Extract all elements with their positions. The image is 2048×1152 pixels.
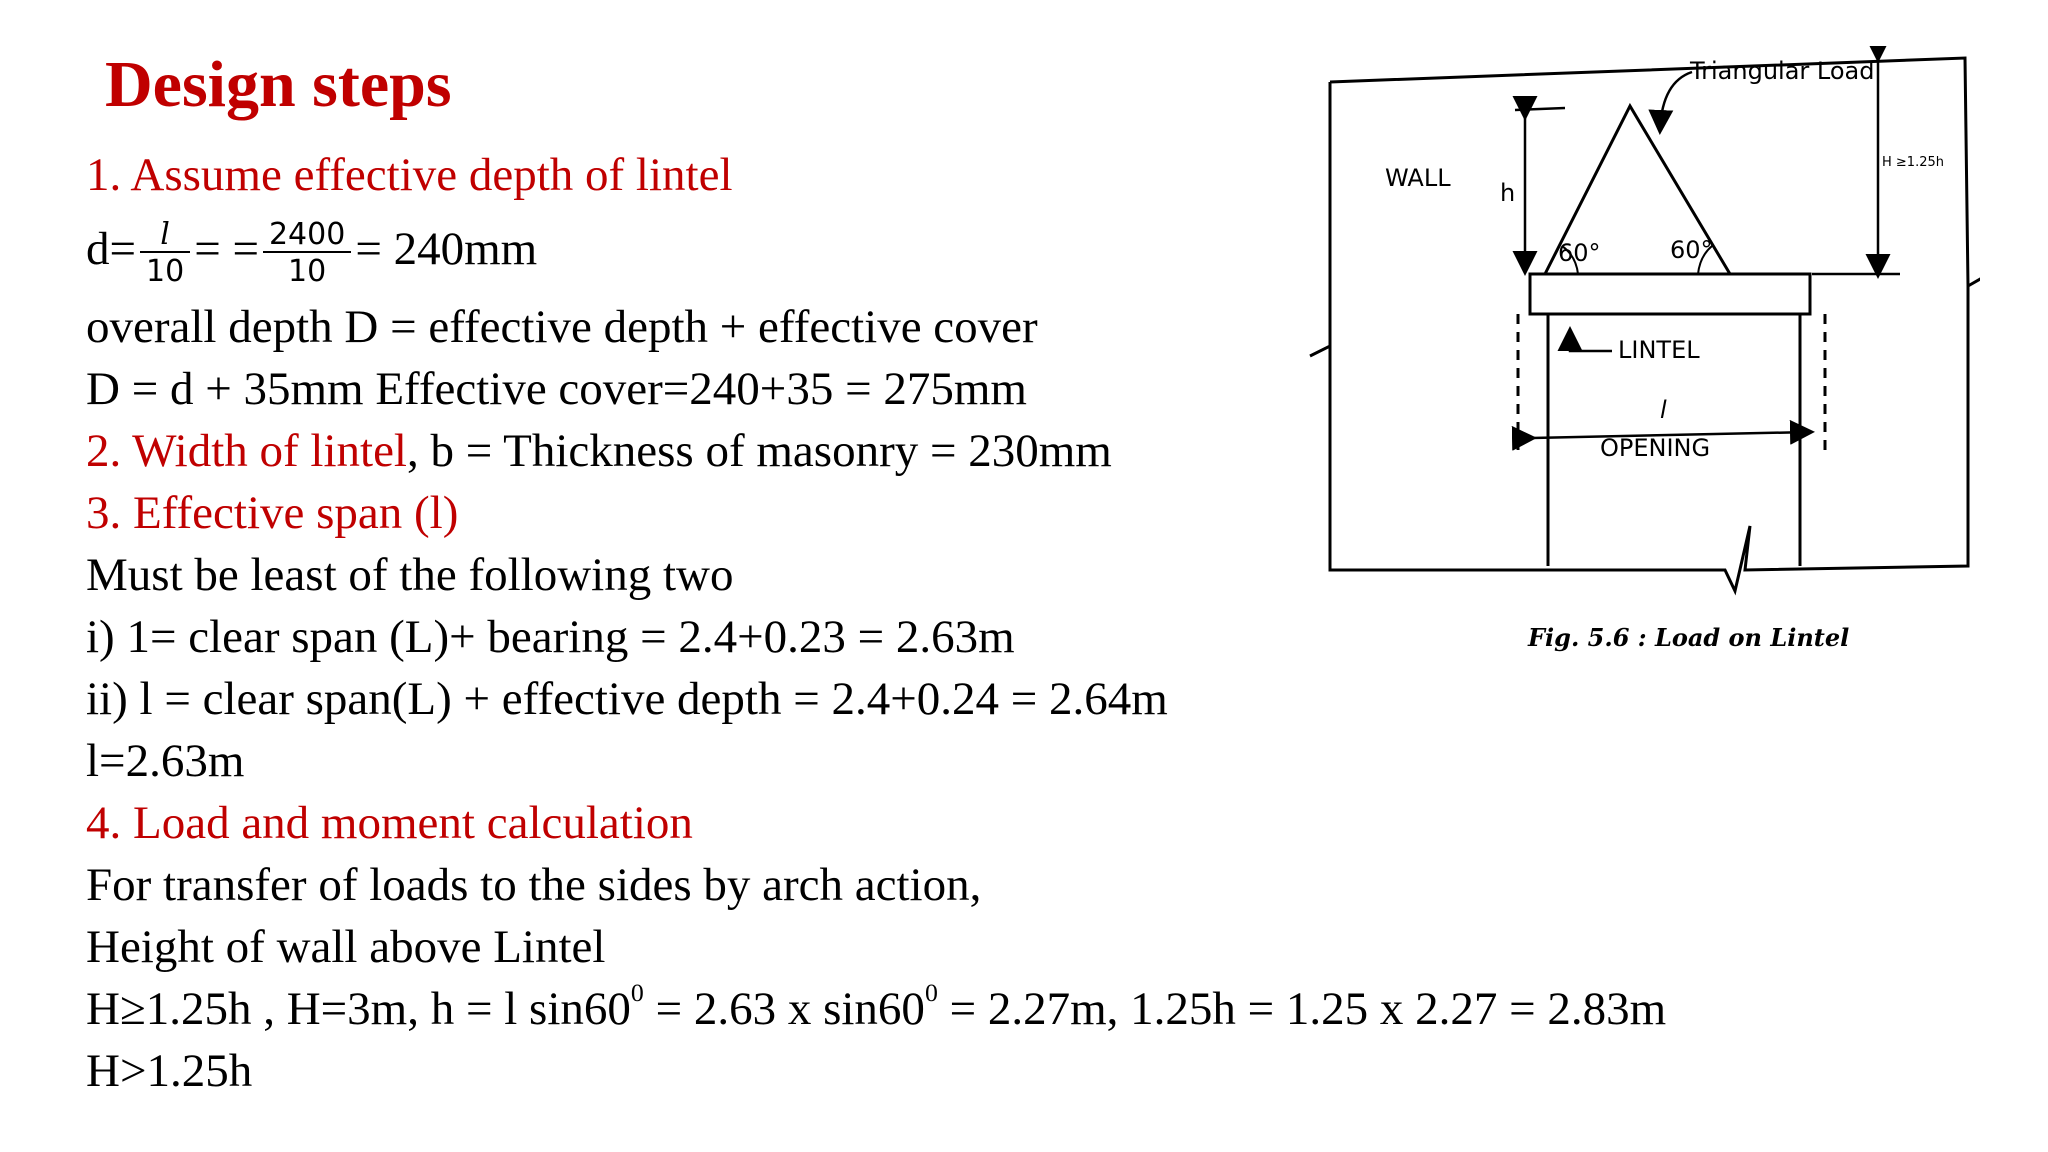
arch-action-line: For transfer of loads to the sides by arch action,: [86, 859, 982, 911]
h-calc-c: = 2.27m, 1.25h = 1.25 x 2.27 = 2.83m: [937, 983, 1667, 1035]
lintel-load-figure: [1300, 46, 1980, 666]
l-result-line: l=2.63m: [86, 735, 245, 787]
height-wall-line: Height of wall above Lintel: [86, 921, 606, 973]
lintel-label: LINTEL: [1618, 336, 1700, 364]
fraction1-numerator: l: [140, 218, 190, 253]
lintel-pointer: [1570, 331, 1612, 351]
h-calc-b: = 2.63 x sin60: [643, 983, 925, 1035]
eq-mid: = =: [194, 222, 259, 275]
H-result-line: H>1.25h: [86, 1045, 253, 1097]
h-calc-sup2: 0: [924, 977, 938, 1007]
lintel-diagram: [1300, 46, 1980, 666]
triangular-load-label: Triangular Load: [1690, 57, 1875, 85]
fraction2-numerator: 2400: [263, 218, 351, 253]
h-calc-line: [86, 977, 1667, 1035]
H-label: H ≥1.25h: [1882, 155, 1944, 170]
span-l-label: l: [1660, 396, 1667, 424]
step1-heading: 1. Assume effective depth of lintel: [86, 149, 733, 201]
must-be-line: Must be least of the following two: [86, 549, 734, 601]
fraction-2400-over-10: [263, 218, 351, 288]
D-calc-line: D = d + 35mm Effective cover=240+35 = 275mm: [86, 363, 1027, 415]
figure-caption: Fig. 5.6 : Load on Lintel: [1528, 623, 1850, 652]
wall-label: WALL: [1385, 164, 1451, 192]
fraction-l-over-10: [140, 218, 190, 288]
step3-heading: 3. Effective span (l): [86, 487, 459, 539]
slide-title: Design steps: [105, 48, 452, 121]
d-equation: [86, 218, 537, 288]
angle-left-label: 60°: [1558, 239, 1601, 267]
step2-line: [86, 425, 1112, 477]
option2-line: ii) l = clear span(L) + effective depth = 2.4+0.24 = 2.64m: [86, 673, 1168, 725]
step2-rest: , b = Thickness of masonry = 230mm: [407, 425, 1112, 477]
step4-heading: 4. Load and moment calculation: [86, 797, 693, 849]
fraction2-denominator: 10: [288, 254, 327, 289]
h-label: h: [1500, 179, 1516, 207]
option1-line: i) 1= clear span (L)+ bearing = 2.4+0.23 = 2.63m: [86, 611, 1015, 663]
h-calc-sup1: 0: [630, 977, 644, 1007]
fraction1-denominator: 10: [146, 254, 185, 289]
wall-outline: [1310, 58, 1980, 591]
overall-depth-line: overall depth D = effective depth + effective cover: [86, 301, 1038, 353]
angle-right-label: 60°: [1670, 236, 1713, 264]
d-prefix: d=: [86, 222, 137, 275]
opening-label: OPENING: [1600, 434, 1711, 462]
load-pointer: [1660, 72, 1692, 130]
d-result: = 240mm: [355, 222, 538, 275]
lintel-beam: [1530, 274, 1810, 314]
h-calc-a: H≥1.25h , H=3m, h = l sin60: [86, 983, 631, 1035]
step2-heading: 2. Width of lintel: [86, 425, 407, 477]
